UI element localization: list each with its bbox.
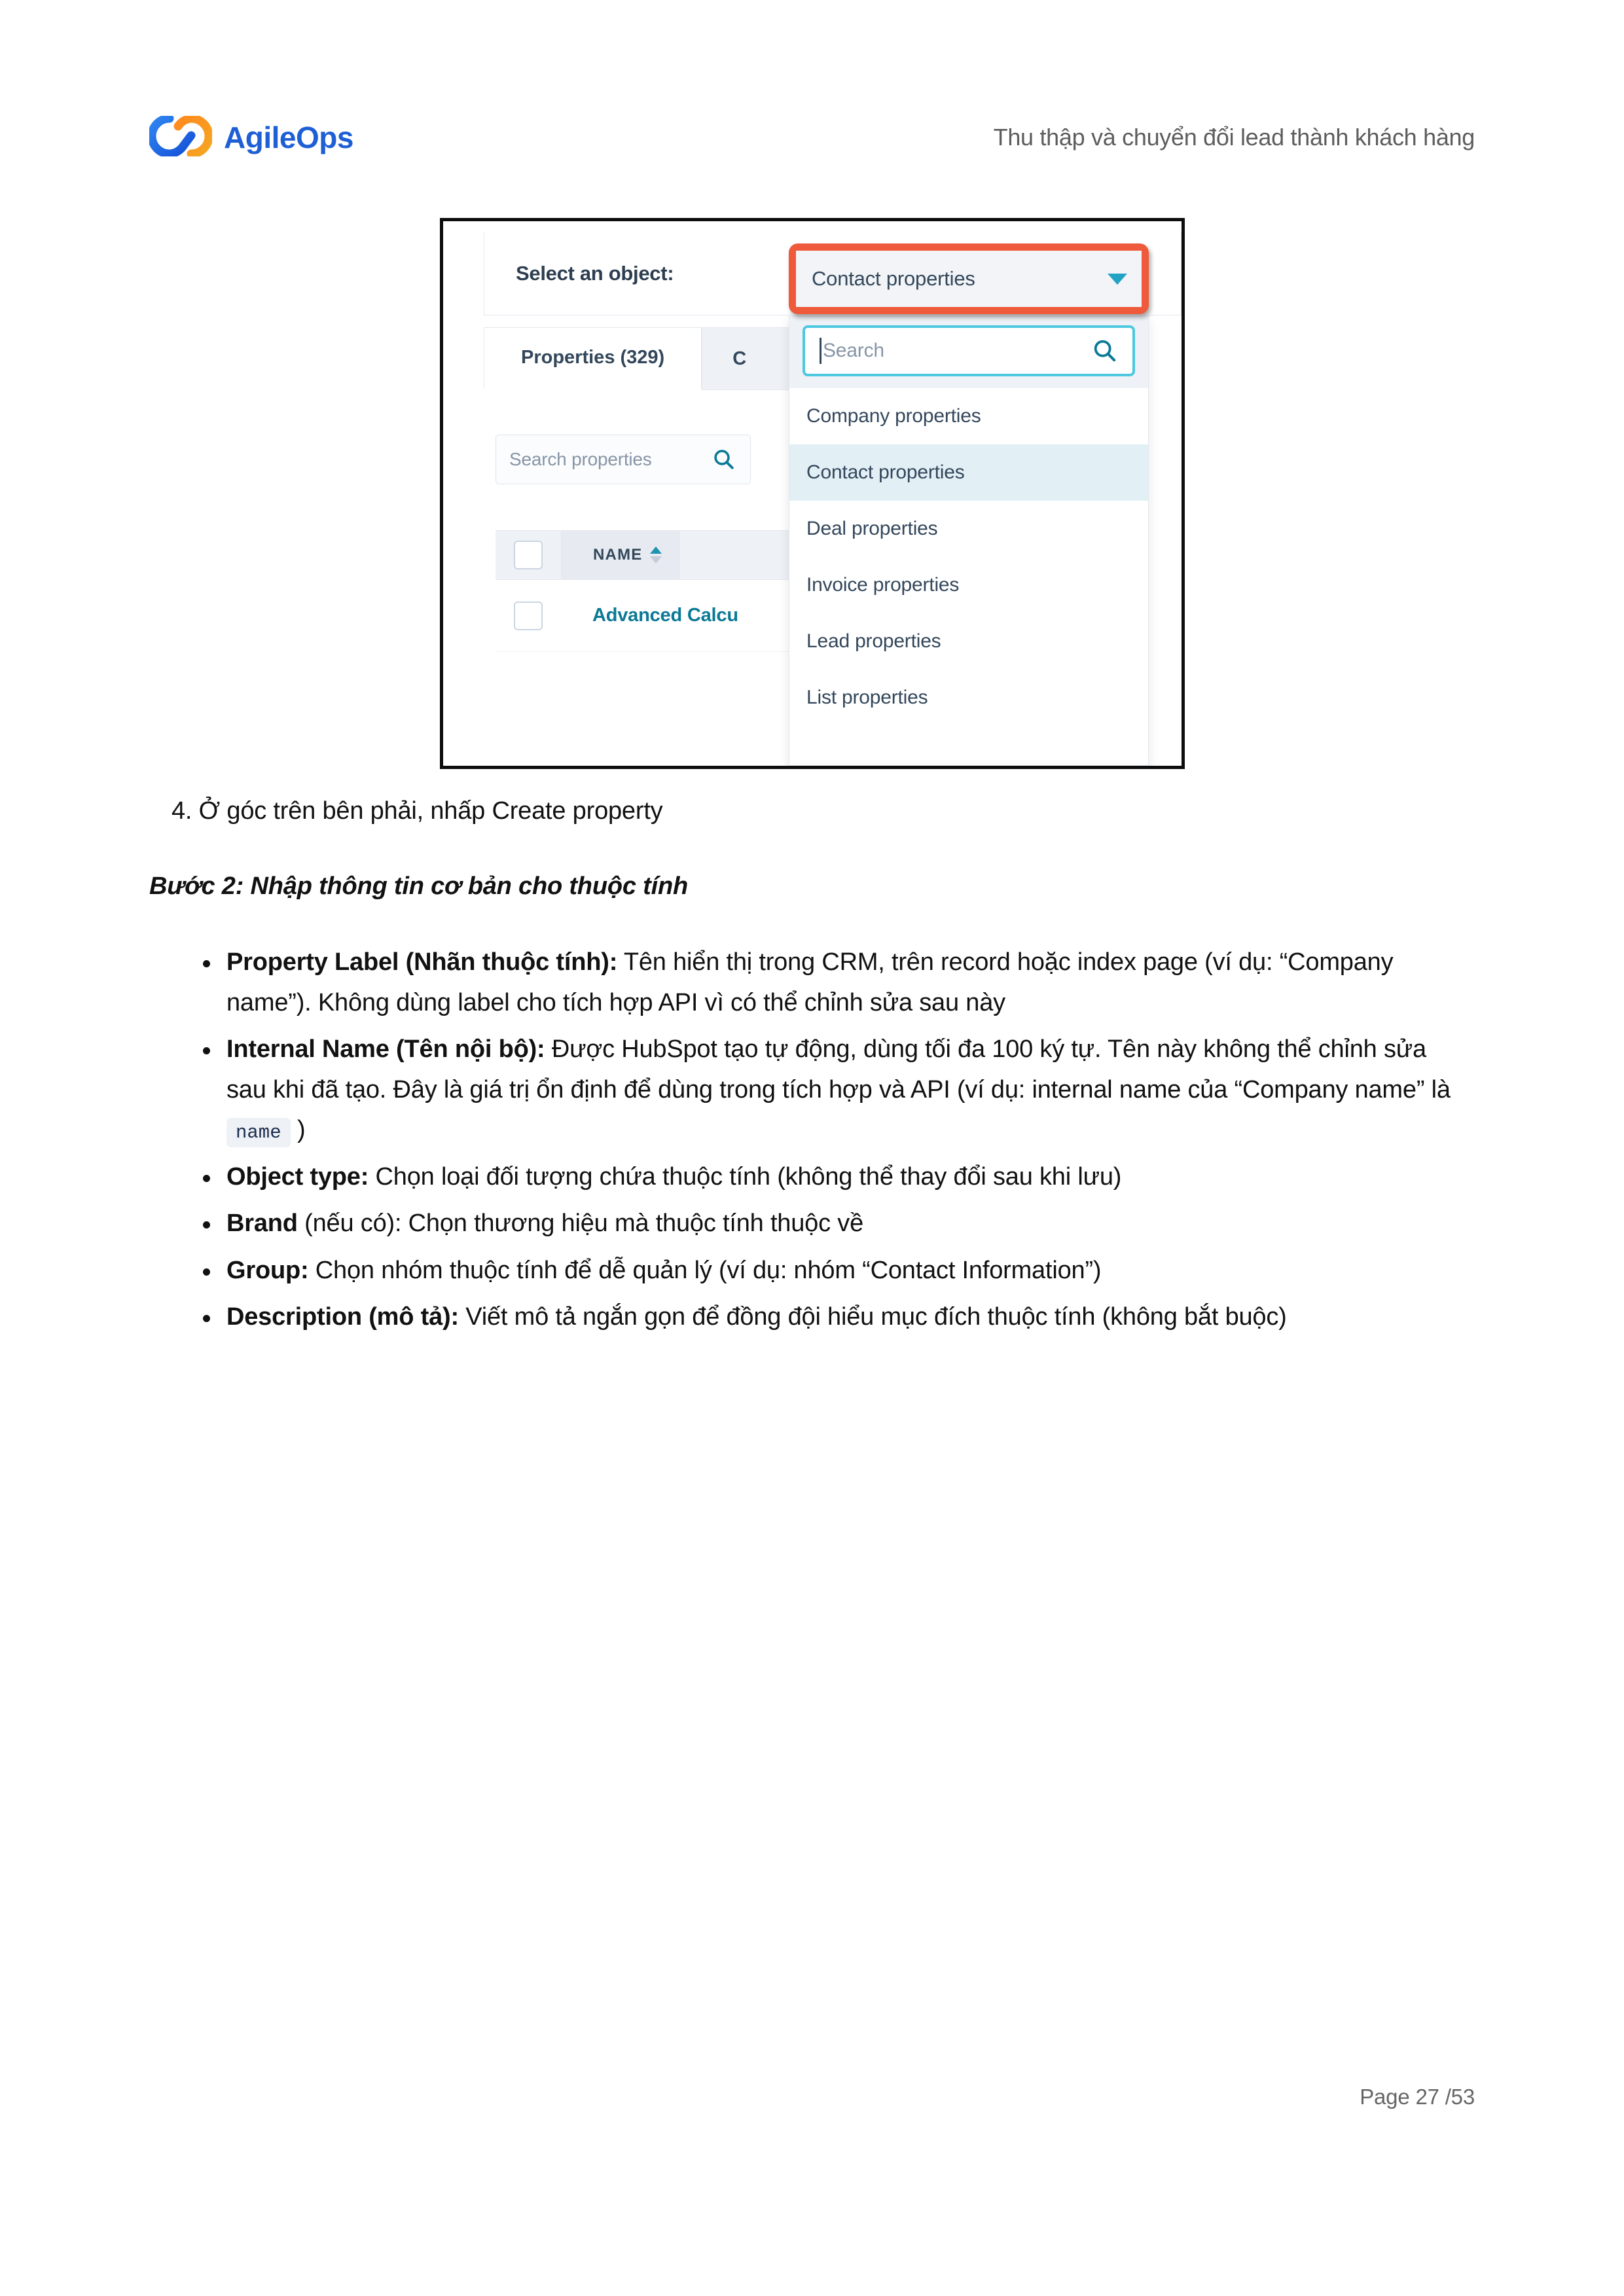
select-all-checkbox[interactable] bbox=[496, 541, 561, 569]
bullet-term: Description (mô tả): bbox=[226, 1303, 459, 1331]
menu-item-deal-properties[interactable]: Deal properties bbox=[806, 518, 938, 539]
dropdown-search-field bbox=[820, 338, 884, 364]
object-dropdown-trigger[interactable] bbox=[796, 251, 1142, 307]
list-item-object-type bbox=[198, 1157, 1461, 1198]
page-number: Page 27 /53 bbox=[1360, 2085, 1475, 2109]
step-4-line: 4. Ở góc trên bên phải, nhấp Create property bbox=[171, 797, 663, 825]
menu-item-invoice-properties[interactable]: Invoice properties bbox=[806, 574, 960, 596]
brand-logo bbox=[149, 116, 353, 160]
properties-tabs bbox=[484, 327, 800, 390]
menu-item-company-properties[interactable]: Company properties bbox=[806, 405, 981, 427]
list-item-group bbox=[198, 1251, 1461, 1291]
object-dropdown-menu bbox=[789, 315, 1149, 766]
text-cursor-icon bbox=[820, 338, 821, 364]
menu-item-lead-properties[interactable]: Lead properties bbox=[806, 630, 941, 652]
property-fields-list bbox=[198, 942, 1461, 1344]
checkbox-box bbox=[514, 541, 543, 569]
section-heading-step2: Bước 2: Nhập thông tin cơ bản cho thuộc tính bbox=[149, 872, 688, 900]
document-header-title: Thu thập và chuyển đổi lead thành khách hàng bbox=[993, 124, 1475, 151]
bullet-term: Group: bbox=[226, 1256, 309, 1284]
dropdown-search-input[interactable] bbox=[803, 325, 1135, 376]
column-header-name-label: NAME bbox=[593, 546, 643, 564]
property-name-link[interactable]: Advanced Calcu bbox=[592, 605, 738, 626]
sort-ascending-icon bbox=[650, 547, 662, 564]
search-properties-placeholder: Search properties bbox=[509, 449, 652, 469]
infinity-logo-icon bbox=[149, 116, 212, 160]
brand-name: AgileOps bbox=[224, 120, 353, 154]
bullet-term: Property Label (Nhãn thuộc tính): bbox=[226, 948, 618, 976]
menu-item-list-properties[interactable]: List properties bbox=[806, 687, 928, 708]
object-dropdown-value: Contact properties bbox=[812, 267, 975, 290]
column-header-name[interactable] bbox=[561, 531, 680, 579]
dropdown-search-wrap bbox=[789, 315, 1148, 388]
inline-code-name: name bbox=[226, 1118, 291, 1147]
row-checkbox[interactable] bbox=[496, 601, 561, 630]
search-icon bbox=[712, 448, 736, 471]
bullet-text: Viết mô tả ngắn gọn để đồng đội hiểu mục đích thuộc tính (không bắt buộc) bbox=[458, 1303, 1287, 1331]
caret-down-icon bbox=[1108, 274, 1127, 285]
bullet-text: Được HubSpot tạo tự động, dùng tối đa 100 ký tự. Tên này không thể chỉnh sửa sau khi đã tạo. Đây là giá trị ổn định để dùng trong tích hợp và API (ví dụ: internal name của “Company name” là bbox=[226, 1035, 1451, 1103]
bullet-term: Object type: bbox=[226, 1162, 369, 1191]
menu-item-contact-properties[interactable]: Contact properties bbox=[789, 444, 1148, 501]
bullet-text-tail: ) bbox=[290, 1116, 306, 1144]
tab-conditional[interactable]: C bbox=[702, 327, 800, 390]
bullet-text: Chọn loại đối tượng chứa thuộc tính (không thể thay đổi sau khi lưu) bbox=[369, 1162, 1122, 1191]
list-item-internal-name bbox=[198, 1030, 1461, 1151]
dropdown-highlight-box bbox=[789, 243, 1149, 314]
screenshot-figure bbox=[440, 218, 1185, 769]
hubspot-screenshot bbox=[440, 218, 1185, 769]
bullet-term: Brand bbox=[226, 1210, 298, 1238]
bullet-text: Tên hiển thị trong CRM, trên record hoặc index page (ví dụ: “Company name”). Không dùng label cho tích hợp API vì có thể chỉnh sửa sau này bbox=[226, 948, 1394, 1016]
select-object-label: Select an object: bbox=[516, 261, 674, 285]
search-icon bbox=[1092, 338, 1118, 364]
dropdown-search-placeholder: Search bbox=[823, 340, 884, 361]
bullet-text: (nếu có): Chọn thương hiệu mà thuộc tính thuộc về bbox=[297, 1210, 864, 1238]
search-properties-input[interactable] bbox=[496, 435, 751, 484]
list-item-property-label bbox=[198, 942, 1461, 1023]
bullet-term: Internal Name (Tên nội bộ): bbox=[226, 1035, 545, 1064]
tab-properties[interactable]: Properties (329) bbox=[484, 327, 702, 390]
list-item-description bbox=[198, 1297, 1461, 1338]
list-item-brand bbox=[198, 1204, 1461, 1244]
bullet-text: Chọn nhóm thuộc tính để dễ quản lý (ví dụ: nhóm “Contact Information”) bbox=[308, 1256, 1102, 1284]
checkbox-box bbox=[514, 601, 543, 630]
page-header bbox=[149, 108, 1475, 167]
